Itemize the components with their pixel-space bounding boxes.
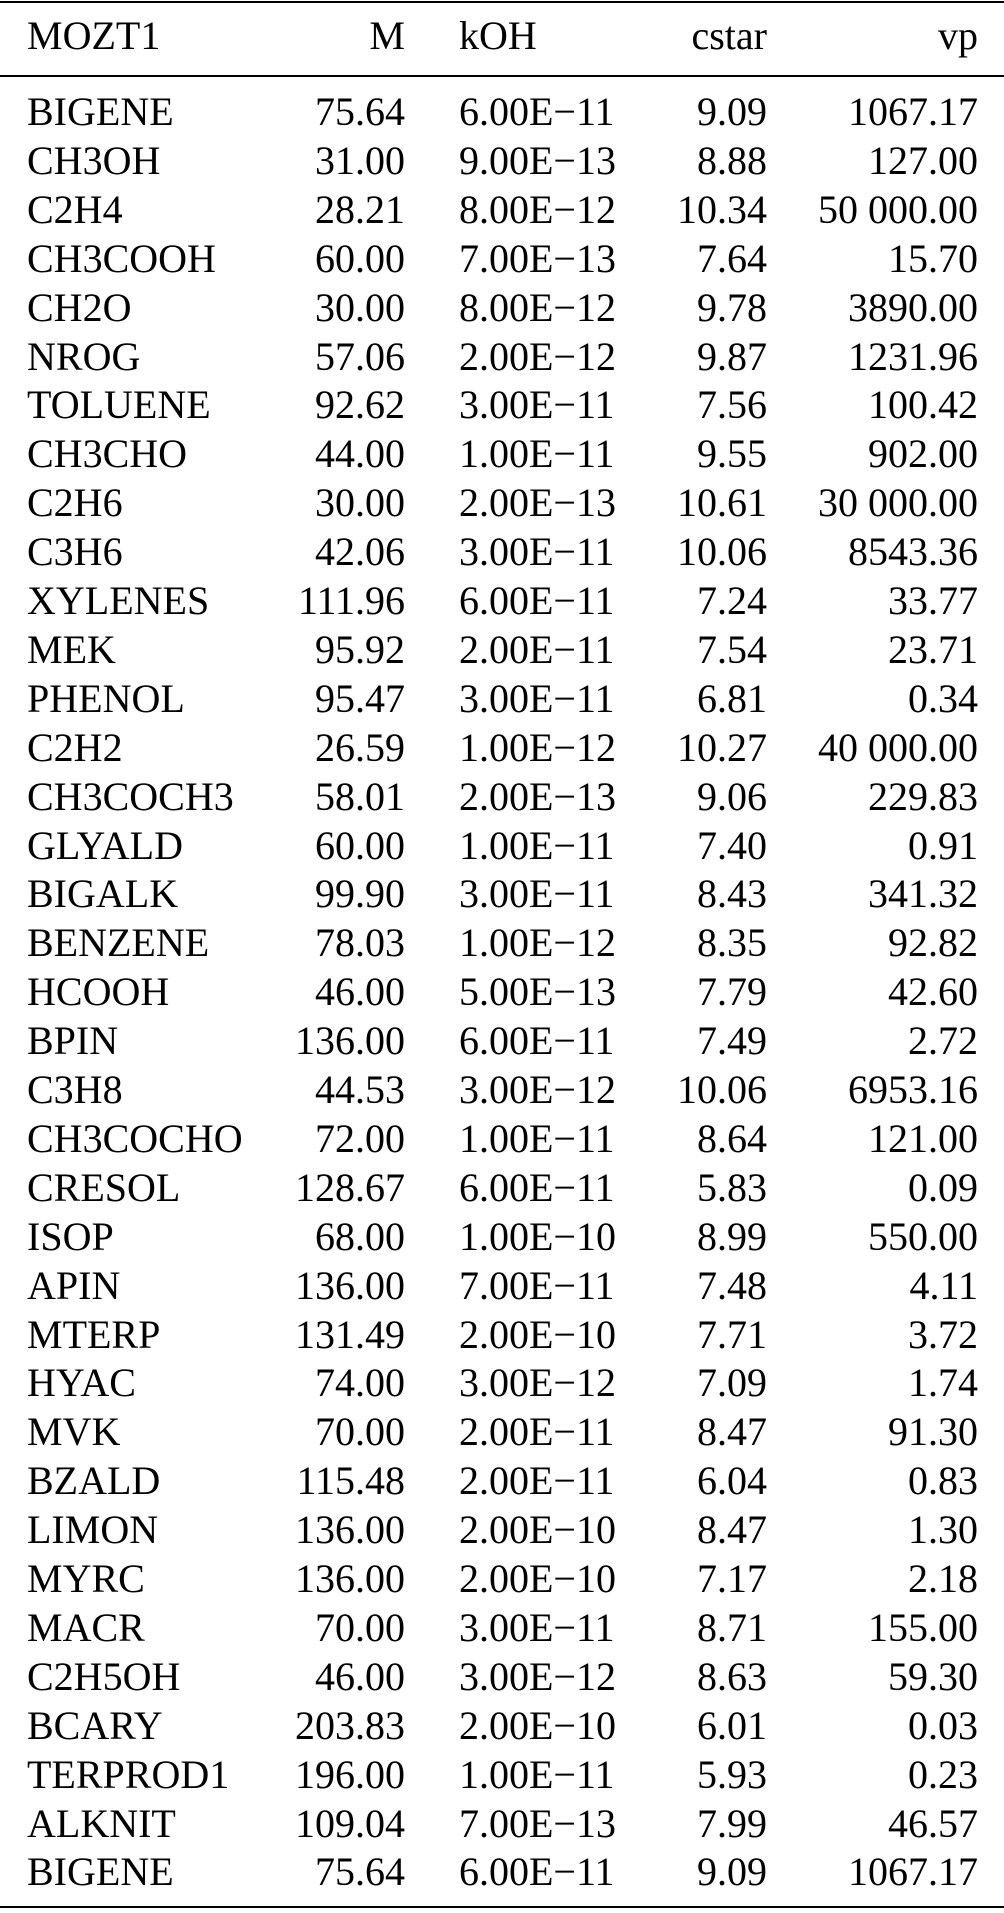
table-row [0,724,1004,772]
cell-cstar: 10.34 [677,186,767,232]
cell-vp: 0.09 [908,1164,978,1210]
cell-koh: 2.00E−12 [459,333,616,379]
cell-cstar: 6.04 [697,1458,767,1504]
cell-vp: 0.34 [908,675,978,721]
cell-species: HYAC [27,1360,136,1406]
cell-m: 68.00 [315,1213,405,1259]
cell-cstar: 7.09 [697,1360,767,1406]
cell-koh: 2.00E−10 [459,1556,616,1601]
cell-vp: 46.57 [888,1800,978,1846]
cell-koh: 6.00E−11 [459,578,615,623]
cell-cstar: 7.49 [697,1018,767,1064]
cell-koh: 1.00E−12 [459,724,616,770]
cell-species: MTERP [27,1311,161,1357]
cell-koh: 3.00E−11 [459,871,615,917]
cell-m: 60.00 [315,235,405,281]
cell-vp: 4.11 [909,1262,978,1308]
cell-cstar: 7.99 [697,1800,767,1846]
cell-vp: 902.00 [868,431,978,477]
cell-koh: 3.00E−11 [459,1604,615,1650]
table-row [0,968,1004,1016]
cell-species: BENZENE [27,920,210,966]
cell-cstar: 8.43 [697,871,767,917]
cell-vp: 6953.16 [848,1067,978,1112]
cell-cstar: 7.71 [697,1311,767,1357]
cell-cstar: 7.54 [697,626,767,672]
table-row [0,1359,1004,1407]
cell-species: C3H8 [27,1067,123,1112]
cell-koh: 2.00E−11 [459,1458,615,1504]
cell-m: 44.00 [315,431,405,477]
cell-vp: 1231.96 [848,333,978,379]
cell-species: ISOP [27,1213,114,1259]
header-m: M [369,13,405,58]
cell-species: C3H6 [27,529,123,575]
table-row [0,528,1004,576]
table-row [0,1115,1004,1163]
cell-species: CH3COCH3 [27,773,234,819]
cell-koh: 7.00E−11 [459,1262,615,1308]
table-row [0,626,1004,674]
cell-vp: 1.30 [908,1507,978,1553]
cell-species: C2H2 [27,724,123,770]
cell-koh: 3.00E−12 [459,1067,616,1112]
cell-species: CH3COCHO [27,1115,243,1161]
cell-koh: 1.00E−11 [459,1751,615,1797]
cell-vp: 2.72 [908,1018,978,1064]
cell-cstar: 8.99 [697,1213,767,1259]
cell-vp: 42.60 [888,969,978,1015]
cell-koh: 6.00E−11 [459,1164,615,1210]
cell-cstar: 7.64 [697,235,767,281]
cell-species: BIGENE [27,1849,174,1895]
cell-m: 28.21 [315,186,405,232]
cell-vp: 0.23 [908,1751,978,1797]
table-row [0,1653,1004,1701]
cell-m: 111.96 [297,578,405,623]
header-row [0,12,1004,60]
cell-m: 99.90 [315,871,405,917]
cell-species: C2H4 [27,186,123,232]
cell-m: 95.47 [315,675,405,721]
header-koh: kOH [459,13,537,58]
table-row [0,1311,1004,1359]
cell-m: 44.53 [315,1067,405,1112]
cell-species: MEK [27,626,116,672]
cell-species: TERPROD1 [27,1751,230,1797]
cell-koh: 2.00E−10 [459,1507,616,1553]
cell-cstar: 9.09 [697,89,767,134]
cell-vp: 1067.17 [848,89,978,134]
table-row [0,88,1004,136]
cell-m: 115.48 [296,1458,405,1504]
cell-vp: 50 000.00 [818,186,978,232]
bottom-rule [0,1906,1004,1908]
table-row [0,1408,1004,1456]
cell-m: 136.00 [295,1556,405,1601]
cell-cstar: 8.47 [697,1409,767,1455]
cell-cstar: 8.64 [697,1115,767,1161]
cell-m: 128.67 [295,1164,405,1210]
cell-species: MVK [27,1409,121,1455]
table-row [0,1213,1004,1261]
cell-koh: 3.00E−11 [459,675,615,721]
cell-species: NROG [27,333,141,379]
cell-vp: 8543.36 [848,529,978,575]
cell-cstar: 8.35 [697,920,767,966]
cell-koh: 1.00E−11 [459,431,615,477]
cell-koh: 6.00E−11 [459,89,615,134]
cell-cstar: 6.81 [697,675,767,721]
cell-cstar: 8.63 [697,1653,767,1699]
cell-koh: 5.00E−13 [459,969,616,1015]
cell-vp: 0.03 [908,1702,978,1748]
table-row [0,479,1004,527]
cell-koh: 2.00E−13 [459,480,616,526]
cell-cstar: 7.24 [697,578,767,623]
cell-vp: 121.00 [868,1115,978,1161]
cell-m: 203.83 [295,1702,405,1748]
cell-species: BPIN [27,1018,119,1064]
table-row [0,381,1004,429]
cell-species: LIMON [27,1507,159,1553]
cell-vp: 1.74 [908,1360,978,1406]
cell-m: 136.00 [295,1262,405,1308]
cell-cstar: 9.78 [697,284,767,330]
cell-koh: 6.00E−11 [459,1018,615,1064]
cell-cstar: 5.83 [697,1164,767,1210]
cell-vp: 127.00 [868,137,978,183]
table-row [0,430,1004,478]
cell-m: 109.04 [295,1800,405,1846]
cell-cstar: 7.48 [697,1262,767,1308]
cell-vp: 92.82 [888,920,978,966]
cell-cstar: 7.40 [697,822,767,868]
cell-vp: 40 000.00 [818,724,978,770]
cell-koh: 2.00E−11 [459,1409,615,1455]
cell-vp: 2.18 [908,1556,978,1601]
cell-species: MACR [27,1604,145,1650]
cell-m: 70.00 [315,1409,405,1455]
table-row [0,1066,1004,1114]
cell-koh: 1.00E−12 [459,920,616,966]
table-row [0,284,1004,332]
table-row [0,822,1004,870]
cell-m: 196.00 [295,1751,405,1797]
cell-koh: 9.00E−13 [459,137,616,183]
cell-cstar: 9.09 [697,1849,767,1895]
cell-species: CH3OH [27,137,161,183]
cell-vp: 550.00 [868,1213,978,1259]
table-row [0,333,1004,381]
cell-species: PHENOL [27,675,185,721]
table-row [0,1751,1004,1799]
cell-vp: 23.71 [888,626,978,672]
cell-m: 30.00 [315,480,405,526]
cell-vp: 0.91 [908,822,978,868]
cell-vp: 33.77 [888,578,978,623]
table-row [0,675,1004,723]
cell-cstar: 8.47 [697,1507,767,1553]
cell-species: CH2O [27,284,132,330]
cell-cstar: 7.17 [697,1556,767,1601]
cell-cstar: 7.56 [697,382,767,428]
cell-m: 60.00 [315,822,405,868]
cell-cstar: 9.06 [697,773,767,819]
cell-vp: 3.72 [908,1311,978,1357]
cell-koh: 2.00E−13 [459,773,616,819]
cell-m: 136.00 [295,1507,405,1553]
cell-koh: 2.00E−10 [459,1311,616,1357]
table-row [0,1164,1004,1212]
table-row [0,919,1004,967]
table-row [0,1555,1004,1603]
header-rule [0,75,1004,77]
cell-koh: 3.00E−12 [459,1653,616,1699]
cell-cstar: 10.06 [677,1067,767,1112]
cell-species: CRESOL [27,1164,181,1210]
cell-species: CH3COOH [27,235,216,281]
cell-species: APIN [27,1262,121,1308]
cell-cstar: 6.01 [697,1702,767,1748]
cell-species: XYLENES [27,578,210,623]
table-row [0,773,1004,821]
cell-species: GLYALD [27,822,183,868]
cell-vp: 1067.17 [848,1849,978,1895]
cell-vp: 30 000.00 [818,480,978,526]
cell-m: 46.00 [315,1653,405,1699]
cell-m: 136.00 [295,1018,405,1064]
cell-m: 72.00 [315,1115,405,1161]
cell-koh: 8.00E−12 [459,284,616,330]
table-row [0,870,1004,918]
table-row [0,137,1004,185]
cell-koh: 1.00E−10 [459,1213,616,1259]
cell-species: CH3CHO [27,431,188,477]
table-row [0,235,1004,283]
cell-m: 58.01 [315,773,405,819]
cell-cstar: 10.61 [677,480,767,526]
cell-koh: 8.00E−12 [459,186,616,232]
cell-m: 57.06 [315,333,405,379]
cell-cstar: 10.06 [677,529,767,575]
cell-koh: 2.00E−10 [459,1702,616,1748]
cell-species: ALKNIT [27,1800,176,1846]
cell-vp: 100.42 [868,382,978,428]
cell-koh: 3.00E−11 [459,529,615,575]
cell-koh: 1.00E−11 [459,822,615,868]
cell-vp: 155.00 [868,1604,978,1650]
cell-species: MYRC [27,1556,145,1601]
cell-m: 42.06 [315,529,405,575]
cell-vp: 3890.00 [848,284,978,330]
cell-koh: 3.00E−11 [459,382,615,428]
cell-koh: 7.00E−13 [459,235,616,281]
cell-m: 75.64 [315,1849,405,1895]
cell-vp: 341.32 [868,871,978,917]
table-row [0,1506,1004,1554]
cell-cstar: 9.55 [697,431,767,477]
cell-cstar: 8.88 [697,137,767,183]
cell-species: C2H5OH [27,1653,181,1699]
cell-species: HCOOH [27,969,170,1015]
cell-koh: 3.00E−12 [459,1360,616,1406]
cell-species: BCARY [27,1702,163,1748]
cell-cstar: 9.87 [697,333,767,379]
table-row [0,1800,1004,1848]
table-row [0,1457,1004,1505]
table-row [0,1604,1004,1652]
cell-species: TOLUENE [27,382,211,428]
cell-m: 31.00 [315,137,405,183]
table-row [0,1262,1004,1310]
cell-species: BIGALK [27,871,179,917]
table-row [0,186,1004,234]
cell-species: C2H6 [27,480,123,526]
top-rule [0,1,1004,3]
cell-cstar: 10.27 [677,724,767,770]
header-species: MOZT1 [27,13,161,58]
cell-cstar: 7.79 [697,969,767,1015]
cell-cstar: 8.71 [697,1604,767,1650]
table-row [0,1017,1004,1065]
cell-m: 26.59 [315,724,405,770]
table-row [0,577,1004,625]
cell-koh: 6.00E−11 [459,1849,615,1895]
header-vp: vp [938,13,978,58]
cell-m: 95.92 [315,626,405,672]
cell-vp: 15.70 [888,235,978,281]
cell-species: BZALD [27,1458,161,1504]
cell-cstar: 5.93 [697,1751,767,1797]
cell-m: 78.03 [315,920,405,966]
cell-m: 46.00 [315,969,405,1015]
cell-koh: 2.00E−11 [459,626,615,672]
cell-species: BIGENE [27,89,174,134]
cell-m: 131.49 [295,1311,405,1357]
cell-vp: 229.83 [868,773,978,819]
cell-koh: 7.00E−13 [459,1800,616,1846]
cell-m: 75.64 [315,89,405,134]
table-row [0,1848,1004,1896]
header-cstar: cstar [691,13,767,58]
cell-vp: 0.83 [908,1458,978,1504]
table-row [0,1702,1004,1750]
cell-m: 70.00 [315,1604,405,1650]
cell-vp: 91.30 [888,1409,978,1455]
cell-vp: 59.30 [888,1653,978,1699]
cell-m: 74.00 [315,1360,405,1406]
cell-m: 92.62 [315,382,405,428]
cell-m: 30.00 [315,284,405,330]
cell-koh: 1.00E−11 [459,1115,615,1161]
